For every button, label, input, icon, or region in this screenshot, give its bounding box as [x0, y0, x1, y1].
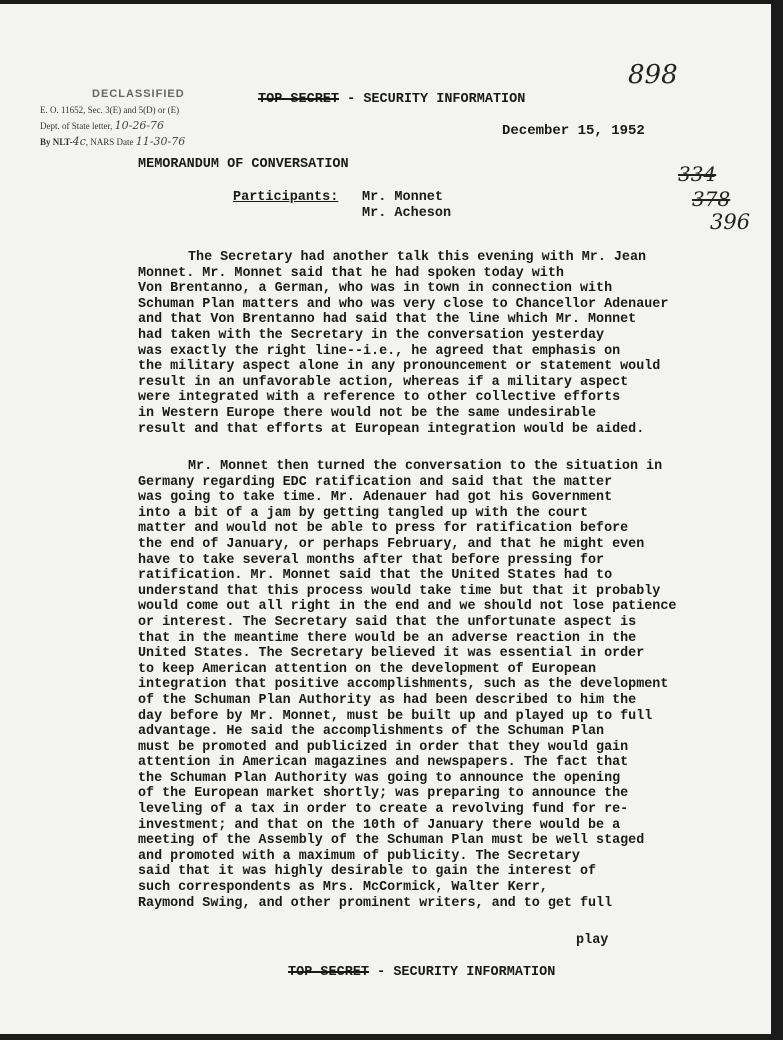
- text-line: and that Von Brentanno had said that the line which Mr. Monnet: [138, 312, 637, 328]
- text-line: result in an unfavorable action, whereas if a military aspect: [138, 374, 629, 390]
- declassification-stamp: [40, 86, 250, 150]
- text-line: was exactly the right line--i.e., he agreed that emphasis on: [138, 343, 621, 359]
- text-line: integration that positive accomplishments, such as the development: [138, 677, 669, 693]
- text-line: the end of January, or perhaps February, and that he might even: [138, 536, 645, 552]
- stamp-nars-date: 11-30-76: [135, 135, 186, 148]
- text-line: have to take several months after that before pressing for: [138, 552, 605, 568]
- text-line: ratification. Mr. Monnet said that the United States had to: [138, 568, 613, 584]
- paragraph-2: [138, 459, 676, 911]
- text-line: investment; and that on the 10th of January there would be a: [138, 817, 621, 833]
- participant-1: Mr. Monnet: [362, 190, 444, 205]
- paragraph-1: [138, 250, 668, 437]
- text-line: day before by Mr. Monnet, must be built up and played up to full: [138, 708, 653, 724]
- text-line: into a bit of a jam by getting tangled up with the court: [138, 505, 588, 521]
- text-line: attention in American magazines and newspapers. The fact that: [138, 755, 629, 771]
- text-line: Von Brentanno, a German, who was in town in connection with: [138, 281, 613, 297]
- text-line: matter and would not be able to press for ratification before: [138, 521, 629, 537]
- text-line: would come out all right in the end and we should not lose patience: [138, 599, 677, 615]
- text-line: was going to take time. Mr. Adenauer had got his Government: [138, 490, 613, 506]
- handwritten-number-current: 396: [710, 210, 751, 234]
- memo-date: December 15, 1952: [502, 123, 645, 139]
- text-line: or interest. The Secretary said that the unfortunate aspect is: [138, 614, 637, 630]
- stamp-letter-label: Dept. of State letter,: [40, 121, 113, 131]
- document-page: [0, 4, 771, 1034]
- text-line: the Schuman Plan Authority was going to announce the opening: [138, 770, 621, 786]
- text-line: the military aspect alone in any pronouncement or statement would: [138, 359, 661, 375]
- text-line: meeting of the Assembly of the Schuman Plan must be well staged: [138, 833, 645, 849]
- handwritten-page-number: 898: [628, 60, 678, 90]
- footer-classification-rest: - SECURITY INFORMATION: [369, 965, 556, 980]
- classification-struck: TOP SECRET: [258, 92, 340, 107]
- text-line: United States. The Secretary believed it was essential in order: [138, 646, 645, 662]
- text-line: advantage. He said the accomplishments of the Schuman Plan: [138, 724, 605, 740]
- bottom-classification: [288, 965, 555, 980]
- top-classification: [258, 92, 525, 107]
- participant-2: Mr. Acheson: [362, 206, 452, 221]
- text-line: that in the meantime there would be an adverse reaction in the: [138, 630, 637, 646]
- text-line: were integrated with a reference to other collective efforts: [138, 390, 621, 406]
- memo-title: MEMORANDUM OF CONVERSATION: [138, 157, 349, 172]
- text-line: and promoted with a maximum of publicity. The Secretary: [138, 848, 580, 864]
- text-line: of the Schuman Plan Authority as had been described to him the: [138, 692, 637, 708]
- handwritten-number-struck-1: 334: [678, 162, 717, 186]
- participants-label: Participants:: [233, 190, 339, 205]
- text-line: such correspondents as Mrs. McCormick, Walter Kerr,: [138, 880, 548, 896]
- text-line: had taken with the Secretary in the conversation yesterday: [138, 327, 605, 343]
- text-line: leveling of a tax in order to create a revolving fund for re-: [138, 802, 629, 818]
- stamp-title: DECLASSIFIED: [92, 88, 185, 100]
- footer-classification-struck: TOP SECRET: [288, 965, 370, 980]
- text-line: must be promoted and publicized in order that they would gain: [138, 739, 629, 755]
- stamp-by-value: 4c: [72, 135, 86, 148]
- text-line: Raymond Swing, and other prominent writers, and to get full: [138, 895, 613, 911]
- text-line: Mr. Monnet then turned the conversation to the situation in: [188, 459, 663, 474]
- text-line: Schuman Plan matters and who was very close to Chancellor Adenauer: [138, 296, 669, 312]
- text-line: Monnet. Mr. Monnet said that he had spoken today with: [138, 265, 564, 281]
- text-line: said that it was highly desirable to gain the interest of: [138, 864, 597, 880]
- classification-rest: - SECURITY INFORMATION: [339, 92, 526, 107]
- text-line: to keep American attention on the development of European: [138, 661, 597, 677]
- stamp-by-label: By NLT-: [40, 137, 73, 147]
- stamp-by-line: [40, 134, 250, 150]
- stamp-letter-line: [40, 118, 250, 134]
- catchword: play: [576, 933, 609, 948]
- stamp-letter-date: 10-26-76: [114, 119, 165, 132]
- text-line: Germany regarding EDC ratification and said that the matter: [138, 474, 613, 490]
- text-line: understand that this process would take time but that it probably: [138, 583, 661, 599]
- text-line: The Secretary had another talk this evening with Mr. Jean: [188, 250, 647, 265]
- text-line: result and that efforts at European integration would be aided.: [138, 421, 645, 437]
- text-line: of the European market shortly; was preparing to announce the: [138, 786, 629, 802]
- stamp-authority: E. O. 11652, Sec. 3(E) and 5(D) or (E): [40, 105, 180, 115]
- text-line: in Western Europe there would not be the same undesirable: [138, 405, 597, 421]
- handwritten-number-struck-2: 378: [692, 187, 731, 211]
- stamp-nars-label: , NARS Date: [85, 137, 134, 147]
